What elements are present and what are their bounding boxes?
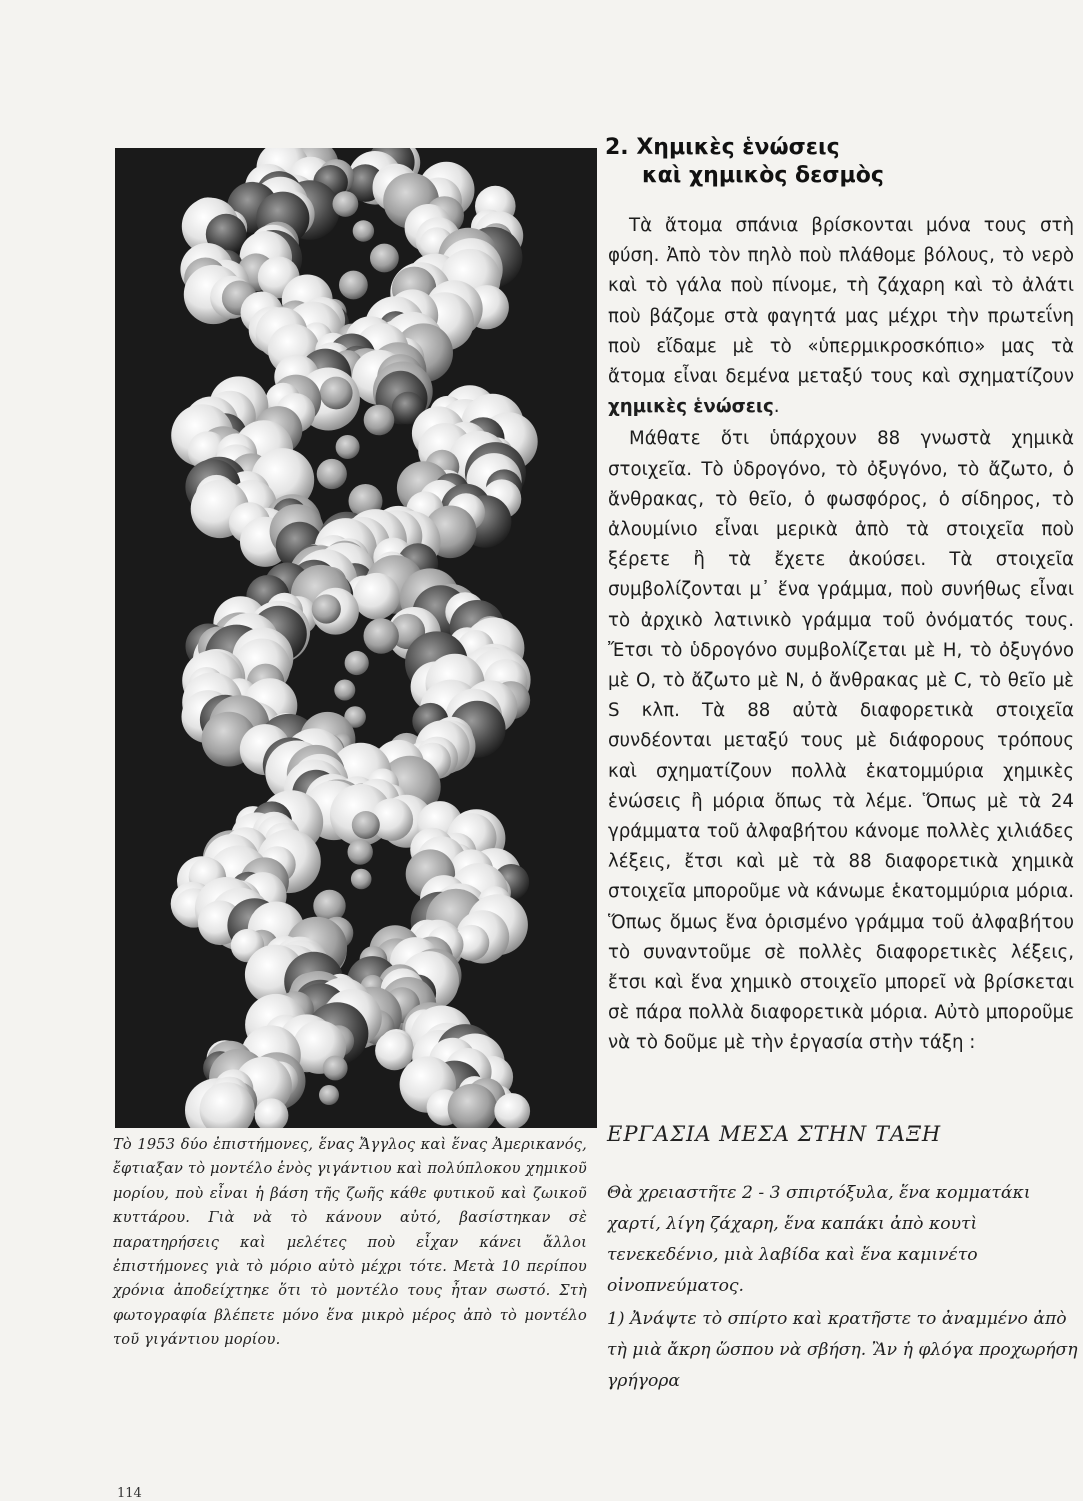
paragraph-1-text: Τὰ ἄτομα σπάνια βρίσκονται μόνα τους στὴ φύση. Ἀπὸ τὸν πηλὸ ποὺ πλάθομε βόλους, τὸ νερὸ καὶ τὸ γάλα ποὺ πίνομε, τὴ ζάχαρη καὶ τὸ ἀλάτι ποὺ βάζομε στὰ φαγητά μας μέχρι τὴν πρωτεΐνη ποὺ εἴδαμε μὲ τὸ «ὑπερμικροσκόπιο» μας τὰ ἄτομα εἶναι δεμένα μεταξύ τους καὶ σχηματίζουν: [608, 215, 1074, 388]
photo-caption: Τὸ 1953 δύο ἐπιστήμονες, ἕνας Ἄγγλος καὶ ἕνας Ἀμερικανός, ἔφτιαξαν τὸ μοντέλο ἑνὸς γιγάντιου καὶ πολύπλοκου χημικοῦ μορίου, ποὺ εἶναι ἡ βάση τῆς ζωῆς κάθε φυτικοῦ καὶ ζωικοῦ κυττάρου. Γιὰ νὰ τὸ κάνουν αὐτό, βασίστηκαν σὲ παρατηρήσεις καὶ μελέτες ποὺ εἶχαν κάνει ἄλλοι ἐπιστήμονες γιὰ τὸ μόριο αὐτὸ μέχρι τότε. Μετὰ 10 περίπου χρόνια ἀποδείχτηκε ὅτι τὸ μοντέλο τους ἦταν σωστό. Στὴ φωτογραφία βλέπετε μόνο ἕνα μικρὸ μέρος ἀπὸ τὸ μοντέλο τοῦ γιγάντιου μορίου.: [113, 1136, 587, 1349]
base-pair-sphere: [339, 271, 368, 300]
base-pair-sphere: [348, 839, 373, 864]
base-pair-sphere: [353, 220, 374, 241]
paragraph-1-end: .: [773, 396, 780, 418]
base-pair-sphere: [320, 377, 353, 410]
paragraph-2: Μάθατε ὅτι ὑπάρχουν 88 γνωστὰ χημικὰ στοιχεῖα. Τὸ ὑδρογόνο, τὸ ὀξυγόνο, τὸ ἄζωτο, ὁ ἄνθρακας, τὸ θεῖο, ὁ φωσφόρος, ὁ σίδηρος, τὸ ἀλουμίνιο εἶναι μερικὰ ἀπὸ τὰ στοιχεῖα ποὺ ξέρετε ἢ τὰ ἔχετε ἀκούσει. Τὰ στοιχεῖα συμβολίζονται μ᾿ ἕνα γράμμα, ποὺ συνήθως εἶναι τὸ ἀρχικὸ λατινικὸ γράμμα τοῦ ὀνόματός τους. Ἔτσι τὸ ὑδρογόνο συμβολίζεται μὲ Η, τὸ ὀξυγόνο μὲ Ο, τὸ ἄζωτο μὲ Ν, ὁ ἄνθρακας μὲ C, τὸ θεῖο μὲ S κλπ. Τὰ 88 αὐτὰ διαφορετικὰ στοιχεῖα συνδέονται μεταξύ τους μὲ διάφορους τρόπους καὶ σχηματίζουν πολλὰ ἑκατομμύρια χημικὲς ἑνώσεις ἢ μόρια ὅπως τὰ λέμε. Ὅπως μὲ τὰ 24 γράμματα τοῦ ἀλφαβήτου κάνομε πολλὲς χιλιάδες λέξεις, ἔτσι καὶ μὲ τὰ 88 διαφορετικὰ χημικὰ στοιχεῖα μποροῦμε νὰ κάνωμε ἑκατομμύρια μόρια. Ὅπως ὅμως ἕνα ὁρισμένο γράμμα τοῦ ἀλφαβήτου τὸ συναντοῦμε σὲ πολλὲς διαφορετικὲς λέξεις, ἔτσι καὶ ἕνα χημικὸ στοιχεῖο μπορεῖ νὰ βρίσκεται σὲ πάρα πολλὰ διαφορετικὰ μόρια. Αὐτὸ μποροῦμε νὰ τὸ δοῦμε μὲ τὴν ἐργασία στὴν τάξη :: [608, 428, 1074, 1054]
activity-text: [607, 1178, 1083, 1399]
dna-model-image: [115, 148, 597, 1128]
term-chemical-compounds: χημικὲς ἑνώσεις: [608, 396, 774, 418]
base-pair-sphere: [312, 594, 341, 623]
page-number: 114: [117, 1486, 142, 1501]
base-pair-sphere: [333, 191, 359, 217]
activity-title: ΕΡΓΑΣΙΑ ΜΕΣΑ ΣΤΗΝ ΤΑΞΗ: [607, 1122, 942, 1146]
activity-step-1: 1) Ἀνάψτε τὸ σπίρτο καὶ κρατῆστε το ἀναμμένο ἀπὸ τὴ μιὰ ἄκρη ὥσπου νὰ σβήση. Ἂν ἡ φλόγα προχωρήση γρήγορα: [607, 1309, 1078, 1391]
atom-sphere: [494, 1093, 530, 1128]
base-pair-sphere: [323, 1056, 348, 1081]
dna-model-photo: [115, 148, 597, 1128]
heading-line-1: 2. Χημικὲς ἑνώσεις: [605, 135, 840, 160]
section-heading: [605, 134, 1075, 190]
base-pair-sphere: [336, 435, 360, 459]
atom-sphere: [353, 573, 400, 620]
heading-line-2: καὶ χημικὸς δεσμὸς: [642, 163, 884, 188]
base-pair-sphere: [334, 680, 355, 701]
body-text: [608, 211, 1074, 1061]
base-pair-sphere: [317, 459, 347, 489]
base-pair-sphere: [352, 811, 380, 839]
base-pair-sphere: [319, 1085, 339, 1105]
base-pair-sphere: [370, 244, 399, 273]
atom-sphere: [375, 1031, 414, 1070]
base-pair-sphere: [351, 869, 372, 890]
base-pair-sphere: [364, 618, 399, 653]
paragraph-1: [608, 211, 1074, 422]
base-pair-sphere: [345, 651, 369, 675]
activity-intro: Θὰ χρειαστῆτε 2 - 3 σπιρτόξυλα, ἕνα κομματάκι χαρτί, λίγη ζάχαρη, ἕνα καπάκι ἀπὸ κουτὶ τενεκεδένιο, μιὰ λαβίδα καὶ ἕνα καμινέτο οἰνοπνεύματος.: [607, 1183, 1031, 1296]
base-pair-sphere: [364, 405, 395, 436]
